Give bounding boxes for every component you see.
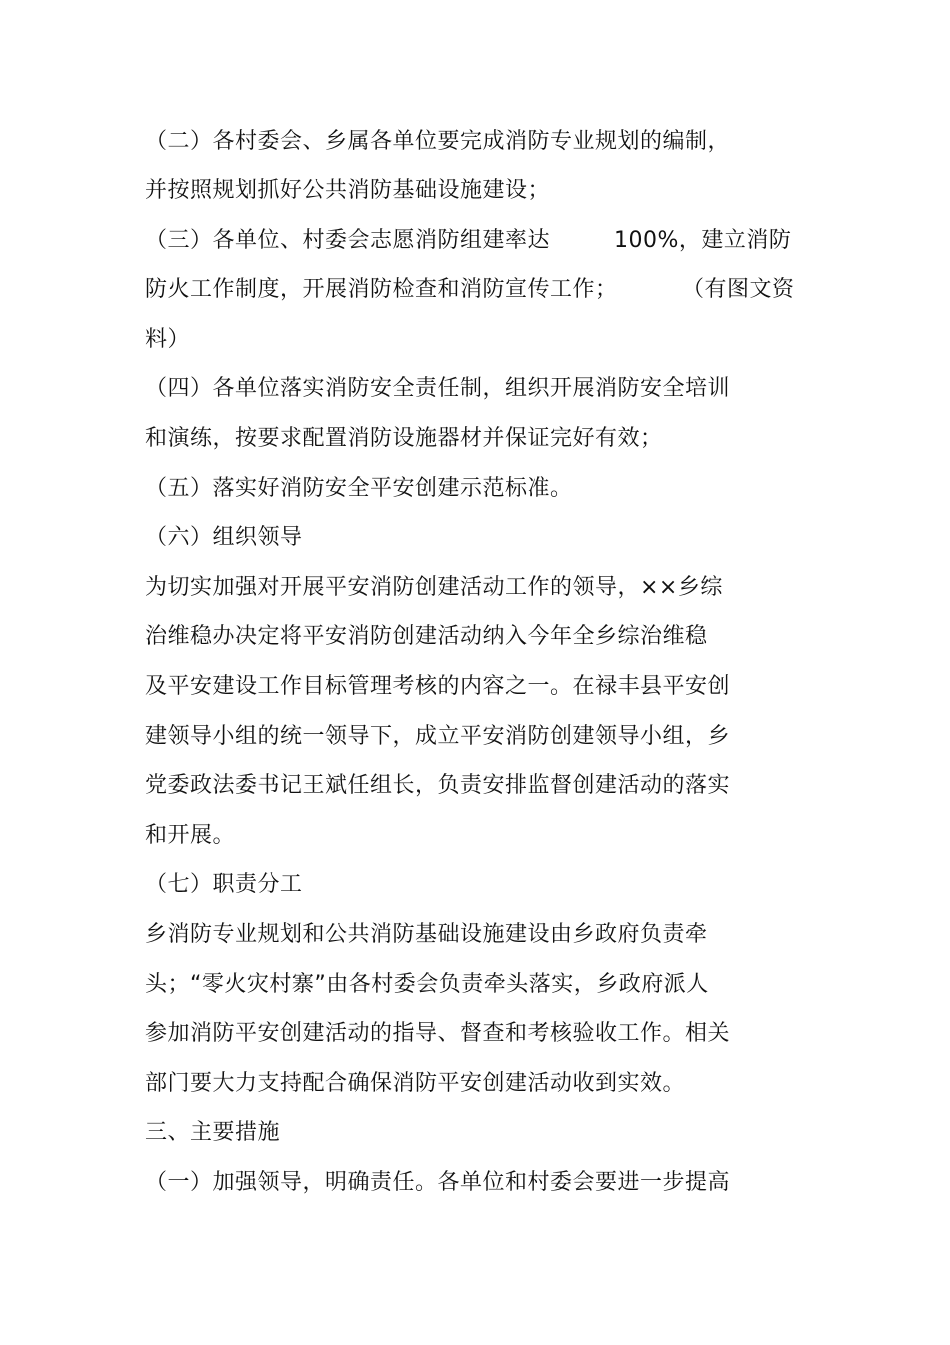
paragraph-line: 和演练，按要求配置消防设施器材并保证完好有效； — [145, 426, 663, 451]
paragraph-line: 党委政法委书记王斌任组长，负责安排监督创建活动的落实 — [145, 773, 731, 798]
paragraph-line: 和开展。 — [145, 823, 236, 848]
paragraph-line: 为切实加强对开展平安消防创建活动工作的领导，××乡综 — [145, 575, 723, 600]
paragraph-line: 并按照规划抓好公共消防基础设施建设； — [145, 178, 551, 203]
paragraph-line: 治维稳办决定将平安消防创建活动纳入今年全乡综治维稳 — [145, 624, 708, 649]
paragraph-line: 料） — [145, 327, 191, 352]
paragraph-line-segment: 100%，建立消防 — [614, 228, 792, 253]
paragraph-line: （二）各村委会、乡属各单位要完成消防专业规划的编制， — [145, 129, 731, 154]
section-heading: （七）职责分工 — [145, 872, 303, 897]
paragraph-line: （五）落实好消防安全平安创建示范标准。 — [145, 476, 573, 501]
paragraph-line: （一）加强领导，明确责任。各单位和村委会要进一步提高 — [145, 1170, 731, 1195]
paragraph-line: 参加消防平安创建活动的指导、督查和考核验收工作。相关 — [145, 1021, 731, 1046]
paragraph-line-segment: （有图文资 — [682, 277, 795, 302]
paragraph-line: 乡消防专业规划和公共消防基础设施建设由乡政府负责牵 — [145, 922, 708, 947]
paragraph-line: 头；“零火灾村寨”由各村委会负责牵头落实，乡政府派人 — [145, 972, 709, 997]
paragraph-line: 防火工作制度，开展消防检查和消防宣传工作； — [145, 277, 618, 302]
section-heading: 三、主要措施 — [145, 1120, 281, 1145]
paragraph-line: 部门要大力支持配合确保消防平安创建活动收到实效。 — [145, 1071, 686, 1096]
paragraph-line: 及平安建设工作目标管理考核的内容之一。在禄丰县平安创 — [145, 674, 731, 699]
section-heading: （六）组织领导 — [145, 525, 303, 550]
paragraph-line: （三）各单位、村委会志愿消防组建率达 — [145, 228, 551, 253]
paragraph-line: （四）各单位落实消防安全责任制，组织开展消防安全培训 — [145, 376, 731, 401]
paragraph-line: 建领导小组的统一领导下，成立平安消防创建领导小组，乡 — [145, 724, 731, 749]
